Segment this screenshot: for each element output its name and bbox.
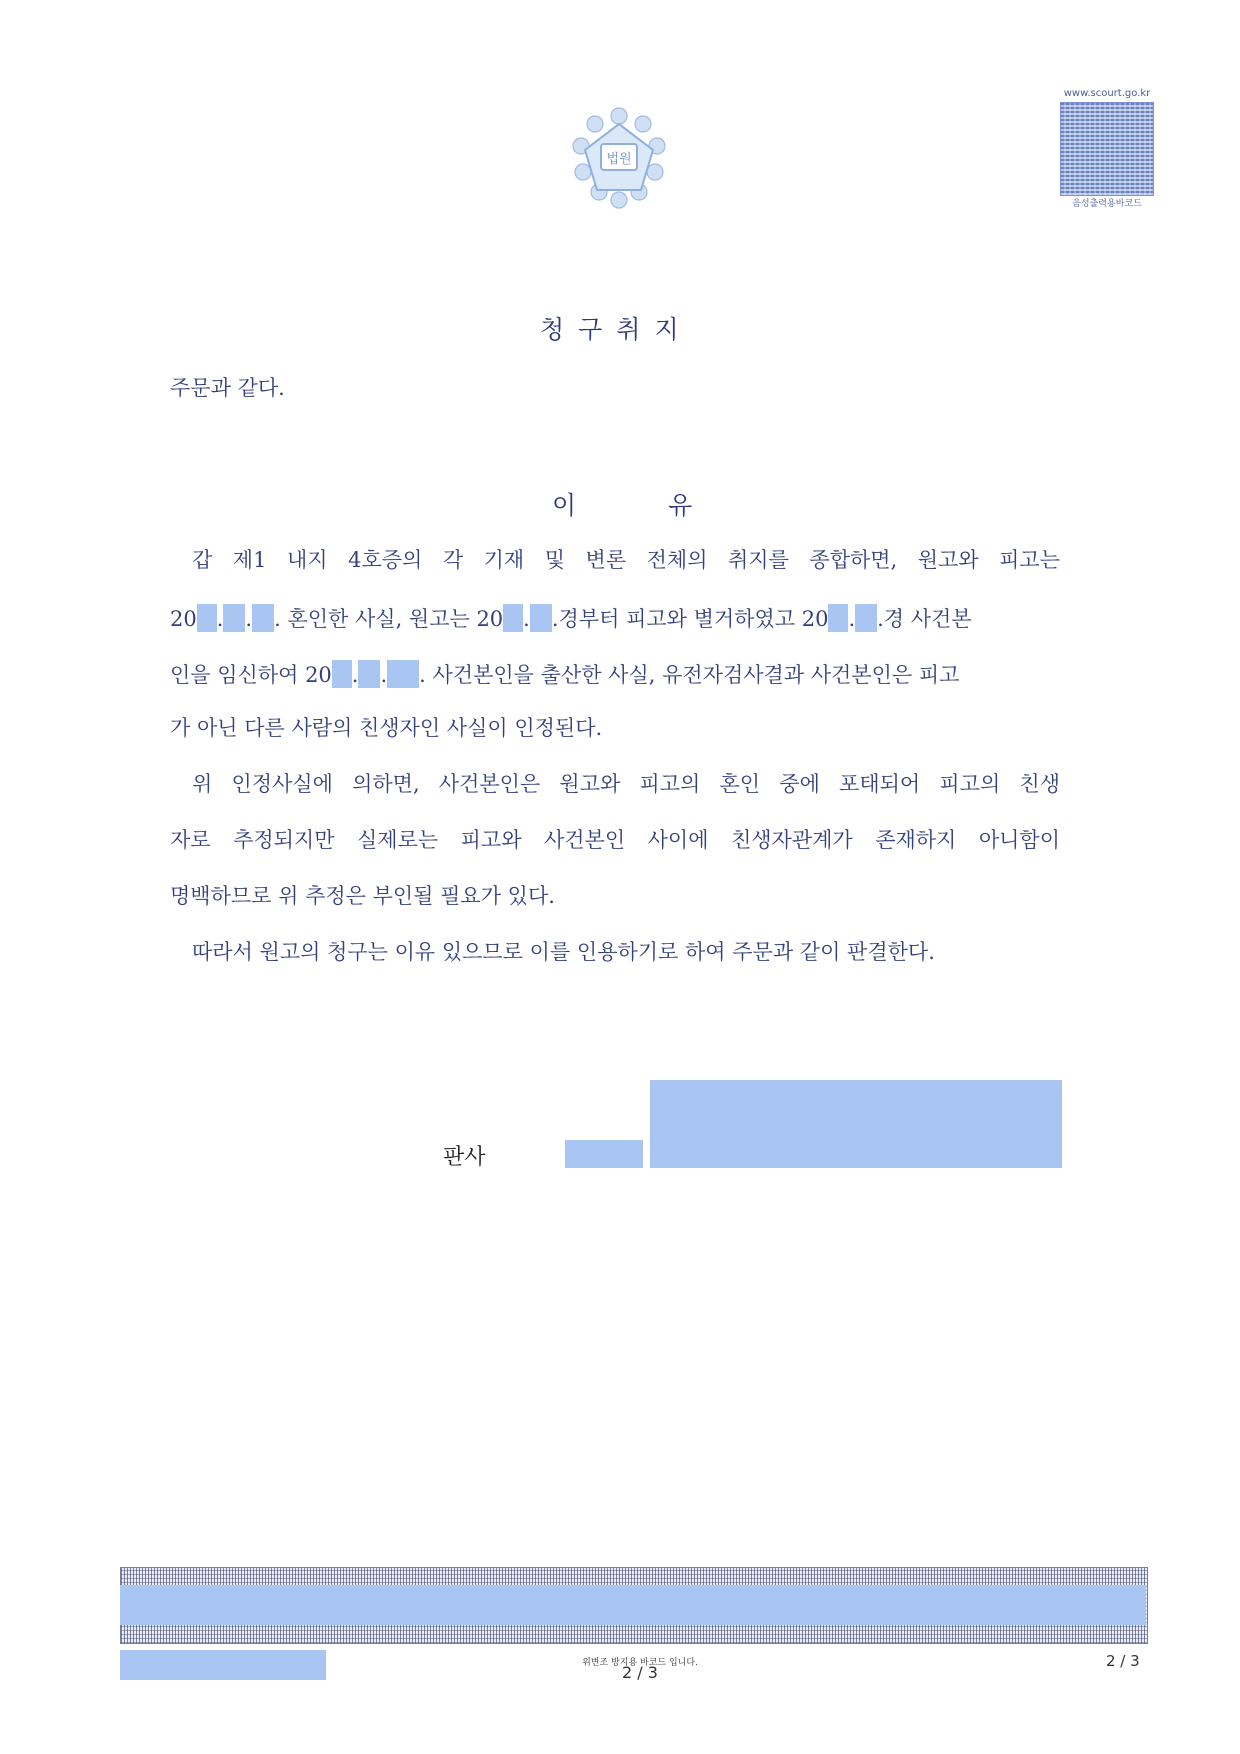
emblem-text: 법원 [606,152,632,167]
judge-name-redaction [565,1140,643,1168]
redaction [358,660,380,688]
reason-heading-left: 이 [552,491,577,520]
claim-heading: 청구취지 [540,315,693,344]
page-number-center: 2 / 3 [622,1663,658,1682]
claim-text: 주문과 같다. [170,376,285,400]
qr-barcode [1060,102,1154,196]
reason-heading-right: 유 [668,491,693,520]
court-emblem [563,102,675,214]
scourt-url: www.scourt.go.kr [1063,88,1151,99]
reason-p1-line4: 가 아닌 다른 사람의 친생자인 사실이 인정된다. [170,716,603,740]
reason-p2-line3: 명백하므로 위 추정은 부인될 필요가 있다. [170,884,555,908]
reason-p3-line1: 따라서 원고의 청구는 이유 있으므로 이를 인용하기로 하여 주문과 같이 판결한다. [192,940,935,964]
redaction [855,604,877,632]
redaction [503,604,523,632]
reason-p2-line1: 위 인정사실에 의하면, 사건본인은 원고와 피고의 혼인 중에 포태되어 피고의 친생 [192,772,1060,796]
page-number-right: 2 / 3 [1106,1652,1140,1670]
barcode-redaction [120,1585,1146,1625]
reason-p1-line2: 20 . . . 혼인한 사실, 원고는 20 . .경부터 피고와 별거하였고 20 . .경 사건본 [170,604,972,632]
reason-heading [552,486,692,522]
redaction [223,604,245,632]
redaction [530,604,552,632]
judge-label: 판사 [443,1145,486,1170]
footer-redaction [120,1650,326,1680]
redaction [387,660,419,688]
reason-p1-line1: 갑 제1 내지 4호증의 각 기재 및 변론 전체의 취지를 종합하면, 원고와 피고는 [192,548,1060,572]
reason-p2-line2: 자로 추정되지만 실제로는 피고와 사건본인 사이에 친생자관계가 존재하지 아니함이 [170,828,1060,852]
barcode-caption: 음성출력용바코드 [1072,199,1142,209]
redaction [332,660,352,688]
redaction [197,604,217,632]
redaction [828,604,848,632]
judge-signature-redaction [650,1080,1062,1168]
anti-forgery-caption: 위변조 방지용 바코드 입니다. [582,1658,698,1668]
redaction [252,604,274,632]
reason-p1-line3: 인을 임신하여 20 . . . 사건본인을 출산한 사실, 유전자검사결과 사건본인은 피고 [170,660,959,688]
